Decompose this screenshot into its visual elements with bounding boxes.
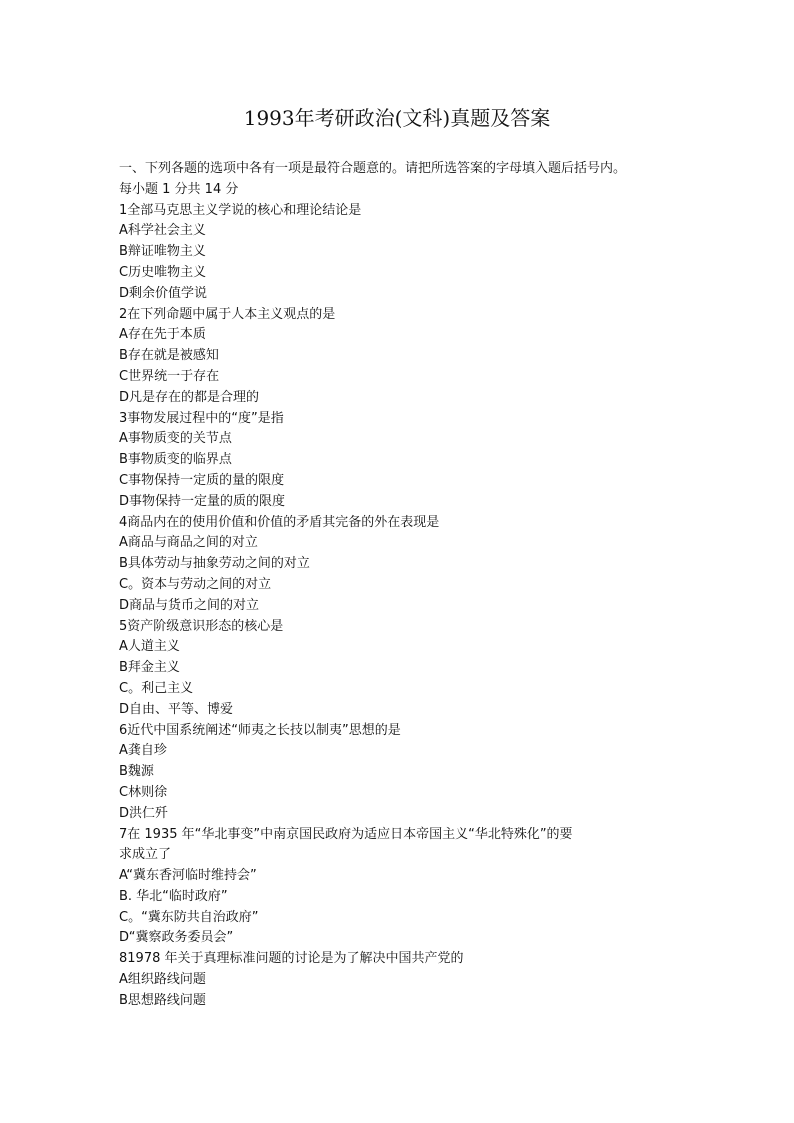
option-2a: A存在先于本质	[119, 327, 206, 343]
option-7a: A“冀东香河临时维持会”	[119, 868, 257, 884]
question-1: 1全部马克思主义学说的核心和理论结论是	[119, 202, 362, 218]
option-4c: C。资本与劳动之间的对立	[119, 576, 272, 592]
option-2c: C世界统一于存在	[119, 368, 220, 384]
option-6d: D洪仁歼	[119, 805, 169, 821]
option-8a: A组织路线问题	[119, 972, 206, 988]
option-6b: B魏源	[119, 764, 154, 780]
option-5c: C。利己主义	[119, 680, 194, 696]
question-5: 5资产阶级意识形态的核心是	[119, 618, 284, 634]
scoring-note: 每小题 1 分共 14 分	[119, 181, 239, 197]
question-2: 2在下列命题中属于人本主义观点的是	[119, 306, 336, 322]
option-1c: C历史唯物主义	[119, 264, 207, 280]
option-1a: A科学社会主义	[119, 223, 206, 239]
option-1b: B辩证唯物主义	[119, 244, 206, 260]
document-body	[119, 159, 679, 1012]
option-7b: B. 华北“临时政府”	[119, 888, 228, 904]
section-heading: 一、下列各题的选项中各有一项是最符合题意的。请把所选答案的字母填入题后括号内。	[119, 161, 627, 176]
option-5b: B拜金主义	[119, 660, 180, 676]
option-5d: D自由、平等、博爱	[119, 701, 234, 717]
option-3c: C事物保持一定质的量的限度	[119, 472, 285, 488]
option-3a: A事物质变的关节点	[119, 431, 232, 447]
question-6: 6近代中国系统阐述“师夷之长技以制夷”思想的是	[119, 722, 401, 738]
option-8b: B思想路线问题	[119, 992, 206, 1008]
document-title: 1993年考研政治(文科)真题及答案	[243, 106, 551, 130]
question-7-continued: 求成立了	[119, 847, 172, 863]
option-2b: B存在就是被感知	[119, 348, 219, 364]
option-3b: B事物质变的临界点	[119, 452, 232, 468]
option-4d: D商品与货币之间的对立	[119, 597, 260, 613]
option-6a: A龚自珍	[119, 743, 167, 759]
option-4b: B具体劳动与抽象劳动之间的对立	[119, 556, 310, 572]
question-8: 81978 年关于真理标准问题的讨论是为了解决中国共产党的	[119, 951, 464, 967]
question-3: 3事物发展过程中的“度”是指	[119, 410, 284, 426]
option-1d: D剩余价值学说	[119, 285, 208, 301]
option-7c: C。“冀东防共自治政府”	[119, 909, 259, 925]
option-6c: C林则徐	[119, 784, 168, 800]
option-3d: D事物保持一定量的质的限度	[119, 493, 286, 509]
question-7: 7在 1935 年“华北事变”中南京国民政府为适应日本帝国主义“华北特殊化”的要	[119, 826, 573, 842]
option-2d: D凡是存在的都是合理的	[119, 389, 260, 405]
option-5a: A人道主义	[119, 639, 180, 655]
question-4: 4商品内在的使用价值和价值的矛盾其完备的外在表现是	[119, 514, 440, 530]
option-4a: A商品与商品之间的对立	[119, 535, 258, 551]
option-7d: D“冀察政务委员会”	[119, 930, 234, 946]
